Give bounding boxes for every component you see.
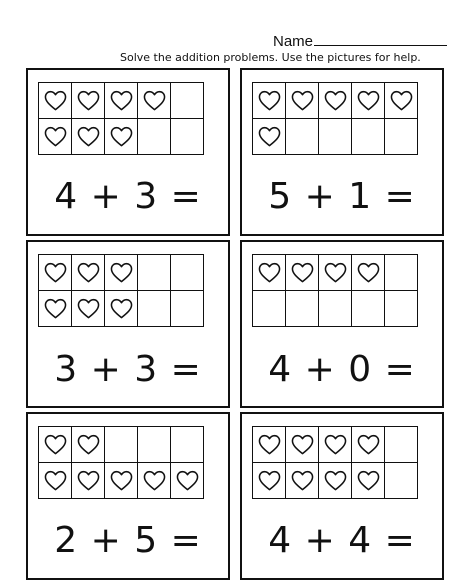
frame-cell: [319, 291, 352, 327]
frame-cell: [72, 427, 105, 463]
ten-frame: [252, 426, 418, 499]
frame-cell: [286, 291, 319, 327]
frame-cell: [319, 83, 352, 119]
problem-card: [26, 68, 230, 236]
frame-cell: [39, 83, 72, 119]
frame-cell: [72, 119, 105, 155]
heart-outline-icon: [43, 469, 68, 492]
heart-outline-icon: [109, 469, 134, 492]
frame-cell: [105, 463, 138, 499]
ten-frame: [38, 426, 204, 499]
frame-cell: [319, 463, 352, 499]
frame-cell: [138, 427, 171, 463]
heart-outline-icon: [257, 89, 282, 112]
frame-cell: [385, 427, 418, 463]
heart-outline-icon: [109, 261, 134, 284]
heart-outline-icon: [389, 89, 414, 112]
heart-outline-icon: [109, 89, 134, 112]
frame-cell: [385, 463, 418, 499]
frame-cell: [138, 119, 171, 155]
problem-card: [26, 412, 230, 580]
equation: 3 + 3 =: [54, 349, 202, 390]
heart-outline-icon: [43, 125, 68, 148]
frame-cell: [171, 119, 204, 155]
problem-card: [240, 68, 444, 236]
equation: 2 + 5 =: [54, 520, 202, 561]
heart-outline-icon: [290, 89, 315, 112]
frame-cell: [319, 255, 352, 291]
frame-cell: [171, 463, 204, 499]
frame-cell: [105, 427, 138, 463]
frame-cell: [72, 291, 105, 327]
problem-card: [26, 240, 230, 408]
frame-cell: [171, 255, 204, 291]
heart-outline-icon: [76, 261, 101, 284]
heart-outline-icon: [76, 469, 101, 492]
frame-cell: [253, 119, 286, 155]
frame-cell: [39, 463, 72, 499]
frame-cell: [253, 291, 286, 327]
heart-outline-icon: [109, 297, 134, 320]
frame-cell: [138, 291, 171, 327]
heart-outline-icon: [356, 469, 381, 492]
frame-cell: [385, 119, 418, 155]
frame-cell: [253, 255, 286, 291]
frame-cell: [352, 119, 385, 155]
frame-cell: [286, 463, 319, 499]
frame-cell: [352, 463, 385, 499]
frame-cell: [319, 119, 352, 155]
name-field[interactable]: [273, 31, 447, 50]
heart-outline-icon: [76, 297, 101, 320]
heart-outline-icon: [323, 433, 348, 456]
heart-outline-icon: [109, 125, 134, 148]
name-line[interactable]: [314, 31, 447, 46]
frame-cell: [352, 427, 385, 463]
problem-card: [240, 240, 444, 408]
frame-cell: [253, 83, 286, 119]
frame-cell: [72, 83, 105, 119]
frame-cell: [253, 427, 286, 463]
frame-cell: [105, 255, 138, 291]
frame-cell: [253, 463, 286, 499]
equation: 4 + 4 =: [268, 520, 416, 561]
frame-cell: [385, 83, 418, 119]
frame-cell: [72, 255, 105, 291]
heart-outline-icon: [43, 433, 68, 456]
frame-cell: [72, 463, 105, 499]
frame-cell: [352, 291, 385, 327]
heart-outline-icon: [356, 433, 381, 456]
frame-cell: [286, 255, 319, 291]
frame-cell: [138, 463, 171, 499]
heart-outline-icon: [76, 433, 101, 456]
heart-outline-icon: [76, 125, 101, 148]
frame-cell: [171, 427, 204, 463]
ten-frame: [252, 254, 418, 327]
heart-outline-icon: [43, 261, 68, 284]
ten-frame: [252, 82, 418, 155]
heart-outline-icon: [76, 89, 101, 112]
heart-outline-icon: [257, 125, 282, 148]
frame-cell: [39, 119, 72, 155]
heart-outline-icon: [290, 469, 315, 492]
heart-outline-icon: [290, 261, 315, 284]
heart-outline-icon: [142, 469, 167, 492]
heart-outline-icon: [175, 469, 200, 492]
heart-outline-icon: [356, 89, 381, 112]
frame-cell: [286, 119, 319, 155]
heart-outline-icon: [323, 261, 348, 284]
frame-cell: [138, 83, 171, 119]
frame-cell: [39, 291, 72, 327]
name-label: Name: [273, 33, 314, 50]
equation: 5 + 1 =: [268, 176, 416, 217]
frame-cell: [286, 83, 319, 119]
frame-cell: [105, 291, 138, 327]
frame-cell: [138, 255, 171, 291]
heart-outline-icon: [43, 89, 68, 112]
frame-cell: [39, 255, 72, 291]
frame-cell: [105, 119, 138, 155]
heart-outline-icon: [142, 89, 167, 112]
heart-outline-icon: [43, 297, 68, 320]
frame-cell: [319, 427, 352, 463]
frame-cell: [39, 427, 72, 463]
frame-cell: [286, 427, 319, 463]
heart-outline-icon: [323, 89, 348, 112]
equation: 4 + 0 =: [268, 349, 416, 390]
frame-cell: [171, 83, 204, 119]
instructions: Solve the addition problems. Use the pictures for help.: [120, 51, 421, 64]
heart-outline-icon: [257, 469, 282, 492]
heart-outline-icon: [257, 433, 282, 456]
heart-outline-icon: [290, 433, 315, 456]
ten-frame: [38, 82, 204, 155]
heart-outline-icon: [323, 469, 348, 492]
heart-outline-icon: [257, 261, 282, 284]
frame-cell: [385, 291, 418, 327]
frame-cell: [352, 83, 385, 119]
ten-frame: [38, 254, 204, 327]
frame-cell: [105, 83, 138, 119]
problem-card: [240, 412, 444, 580]
heart-outline-icon: [356, 261, 381, 284]
frame-cell: [352, 255, 385, 291]
equation: 4 + 3 =: [54, 176, 202, 217]
frame-cell: [171, 291, 204, 327]
frame-cell: [385, 255, 418, 291]
